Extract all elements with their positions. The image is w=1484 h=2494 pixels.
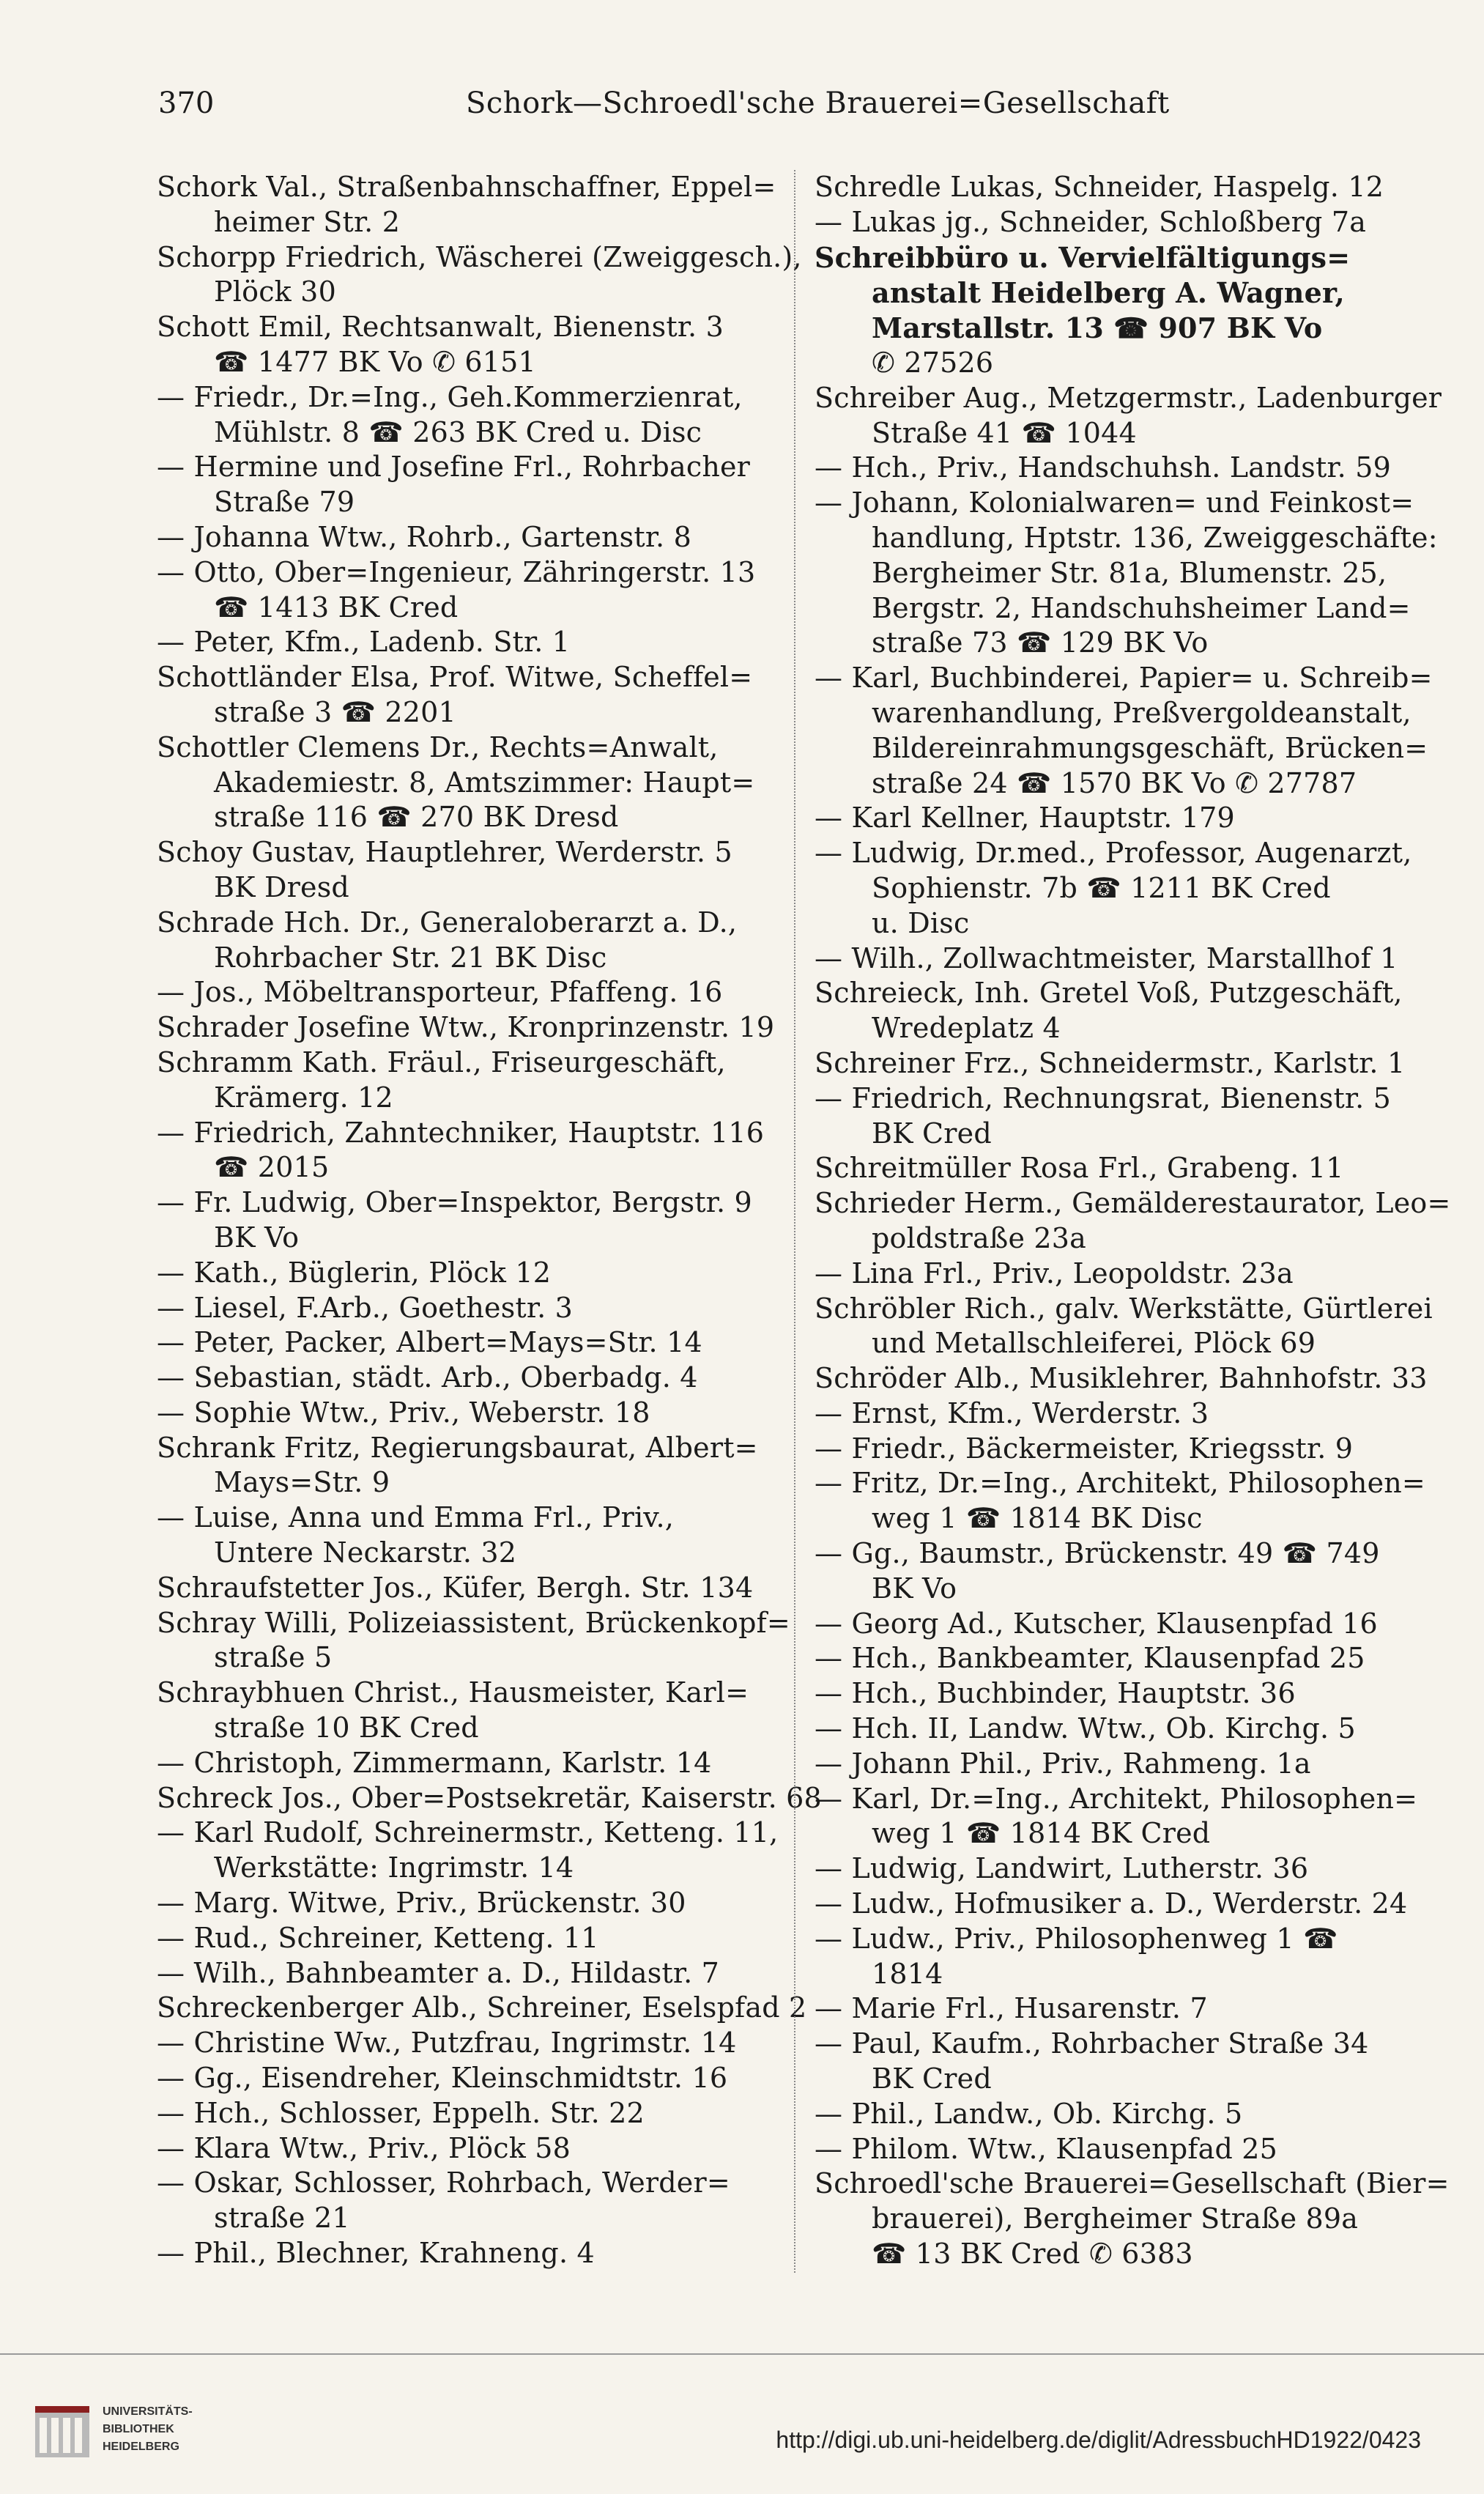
directory-entry	[815, 451, 1427, 486]
directory-entry	[815, 1712, 1427, 1747]
directory-entry	[157, 625, 769, 660]
entry-line: — Friedrich, Zahntechniker, Hauptstr. 116	[157, 1116, 765, 1149]
library-logo-icon	[29, 2399, 95, 2465]
directory-entry	[815, 1292, 1433, 1362]
entry-continuation: BK Cred	[872, 2062, 992, 2095]
directory-entry	[157, 1010, 775, 1046]
directory-entry	[815, 1851, 1427, 1887]
entry-line: — Johann Phil., Priv., Rahmeng. 1a	[815, 1747, 1311, 1780]
directory-entry	[157, 380, 769, 451]
directory-entry	[815, 1046, 1427, 1081]
directory-entry	[815, 1396, 1427, 1432]
entry-line: — Hch., Priv., Handschuhsh. Landstr. 59	[815, 451, 1391, 484]
entry-line: Schottler Clemens Dr., Rechts=Anwalt,	[157, 730, 719, 763]
entry-line: — Hch., Schlosser, Eppelh. Str. 22	[157, 2096, 645, 2129]
directory-entry	[157, 1676, 769, 1746]
entry-line: — Luise, Anna und Emma Frl., Priv.,	[157, 1501, 675, 1534]
entry-line: — Ludw., Priv., Philosophenweg 1 ☎	[815, 1922, 1338, 1955]
directory-entry	[815, 1607, 1427, 1642]
entry-line: — Hch., Bankbeamter, Klausenpfad 25	[815, 1642, 1365, 1675]
entry-continuation: Marstallstr. 13 ☎ 907 BK Vo	[872, 311, 1323, 345]
entry-continuation: Plöck 30	[214, 275, 336, 308]
entry-line: — Gg., Eisendreher, Kleinschmidtstr. 16	[157, 2062, 728, 2095]
entry-line: — Wilh., Zollwachtmeister, Marstallhof 1	[815, 941, 1398, 974]
entry-continuation: Wredeplatz 4	[872, 1012, 1061, 1045]
entry-continuation: warenhandlung, Preßvergoldeanstalt,	[872, 696, 1411, 729]
directory-entry	[157, 170, 776, 240]
entry-continuation: 1814	[872, 1957, 943, 1990]
entry-continuation: heimer Str. 2	[214, 205, 401, 238]
entry-line: — Gg., Baumstr., Brückenstr. 49 ☎ 749	[815, 1537, 1380, 1570]
entry-line: — Sophie Wtw., Priv., Weberstr. 18	[157, 1396, 650, 1429]
directory-entry	[157, 520, 769, 555]
entry-continuation: straße 73 ☎ 129 BK Vo	[872, 626, 1209, 659]
entry-line: — Peter, Packer, Albert=Mays=Str. 14	[157, 1326, 702, 1359]
entry-line: — Friedrich, Rechnungsrat, Bienenstr. 5	[815, 1081, 1392, 1114]
entry-line: — Johanna Wtw., Rohrb., Gartenstr. 8	[157, 520, 691, 553]
directory-entry	[815, 381, 1442, 451]
directory-entry	[157, 1431, 769, 1501]
entry-line: Schreitmüller Rosa Frl., Grabeng. 11	[815, 1152, 1344, 1185]
directory-entry	[157, 1291, 769, 1326]
entry-line: — Johann, Kolonialwaren= und Feinkost=	[815, 486, 1414, 519]
entry-continuation: ☎ 1477 BK Vo ✆ 6151	[214, 345, 536, 378]
entry-line: — Marie Frl., Husarenstr. 7	[815, 1992, 1208, 2025]
entry-line: — Ludwig, Dr.med., Professor, Augenarzt,	[815, 837, 1412, 870]
directory-entry	[157, 1956, 769, 1991]
entry-continuation: straße 21	[214, 2202, 350, 2235]
entry-line: — Kath., Büglerin, Plöck 12	[157, 1256, 552, 1289]
directory-entry	[157, 835, 769, 906]
entry-line: — Hch., Buchbinder, Hauptstr. 36	[815, 1677, 1296, 1710]
entry-continuation: und Metallschleiferei, Plöck 69	[872, 1327, 1316, 1360]
entry-continuation: Untere Neckarstr. 32	[214, 1536, 517, 1569]
directory-entry	[815, 1432, 1427, 1467]
directory-entry	[815, 2027, 1427, 2097]
entry-continuation: u. Disc	[872, 906, 970, 939]
directory-entry	[157, 2236, 769, 2271]
entry-continuation: straße 3 ☎ 2201	[214, 695, 456, 728]
entry-continuation: straße 116 ☎ 270 BK Dresd	[214, 801, 619, 834]
entry-line: — Hermine und Josefine Frl., Rohrbacher	[157, 451, 751, 484]
entry-continuation: Bildereinrahmungsgeschäft, Brücken=	[872, 731, 1428, 764]
entry-line: — Rud., Schreiner, Ketteng. 11	[157, 1921, 599, 1954]
directory-entry	[815, 1782, 1427, 1852]
directory-entry	[815, 1186, 1451, 1257]
directory-entry	[157, 2131, 769, 2166]
entry-line: Schoy Gustav, Hauptlehrer, Werderstr. 5	[157, 836, 732, 869]
directory-entry	[157, 1571, 769, 1606]
entry-continuation: anstalt Heidelberg A. Wagner,	[872, 276, 1345, 310]
directory-entry	[157, 1256, 769, 1291]
right-column	[815, 170, 1451, 2272]
entry-line: — Marg. Witwe, Priv., Brückenstr. 30	[157, 1887, 686, 1920]
directory-entry	[157, 310, 769, 380]
directory-entry	[815, 2097, 1427, 2132]
entry-line: Schreiber Aug., Metzgermstr., Ladenburger	[815, 381, 1442, 414]
entry-continuation: poldstraße 23a	[872, 1221, 1087, 1254]
entry-line: — Georg Ad., Kutscher, Klausenpfad 16	[815, 1607, 1378, 1640]
entry-line: — Karl, Buchbinderei, Papier= u. Schreib=	[815, 662, 1433, 695]
entry-line: Schorpp Friedrich, Wäscherei (Zweiggesch.),	[157, 240, 802, 273]
entry-continuation: straße 10 BK Cred	[214, 1712, 479, 1744]
directory-entry	[157, 240, 802, 311]
directory-entry	[157, 1816, 779, 1886]
entry-line: Schraybhuen Christ., Hausmeister, Karl=	[157, 1676, 749, 1709]
library-logo	[29, 2396, 220, 2476]
directory-entry	[157, 1606, 790, 1676]
entry-line: — Fr. Ludwig, Ober=Inspektor, Bergstr. 9	[157, 1186, 752, 1219]
directory-entry	[157, 906, 769, 976]
directory-entry	[815, 1991, 1427, 2027]
directory-entry	[815, 976, 1427, 1046]
entry-line: — Liesel, F.Arb., Goethestr. 3	[157, 1291, 574, 1324]
directory-entry	[157, 1396, 769, 1431]
entry-line: Schrade Hch. Dr., Generaloberarzt a. D.,	[157, 906, 738, 939]
entry-continuation: BK Vo	[214, 1221, 300, 1254]
entry-line: — Peter, Kfm., Ladenb. Str. 1	[157, 626, 571, 659]
library-logo-text	[103, 2403, 193, 2456]
left-column	[157, 170, 822, 2271]
entry-line: — Fritz, Dr.=Ing., Architekt, Philosophen=	[815, 1467, 1425, 1500]
entry-line: — Ludw., Hofmusiker a. D., Werderstr. 24	[815, 1887, 1408, 1920]
directory-entry	[157, 1046, 769, 1116]
logo-line: BIBLIOTHEK	[103, 2423, 174, 2435]
entry-line: — Ludwig, Landwirt, Lutherstr. 36	[815, 1852, 1309, 1885]
entry-line: — Jos., Möbeltransporteur, Pfaffeng. 16	[157, 976, 723, 1009]
entry-line: — Ernst, Kfm., Werderstr. 3	[815, 1396, 1209, 1429]
directory-entry	[815, 1466, 1427, 1536]
entry-line: Schröder Alb., Musiklehrer, Bahnhofstr. 33	[815, 1362, 1428, 1395]
entry-continuation: BK Dresd	[214, 870, 349, 903]
entry-continuation: handlung, Hptstr. 136, Zweiggeschäfte:	[872, 521, 1438, 554]
entry-line: Schork Val., Straßenbahnschaffner, Eppel=	[157, 171, 776, 203]
footer-rule	[0, 2353, 1484, 2355]
entry-line: — Otto, Ober=Ingenieur, Zähringerstr. 13	[157, 555, 756, 588]
entry-line: Schreibbüro u. Vervielfältigungs=	[815, 240, 1351, 274]
entry-line: Schrieder Herm., Gemälderestaurator, Leo=	[815, 1187, 1451, 1220]
entry-continuation: ✆ 27526	[872, 346, 994, 379]
directory-entry	[815, 1676, 1427, 1712]
entry-line: Schraufstetter Jos., Küfer, Bergh. Str. 134	[157, 1571, 754, 1604]
entry-continuation: Mühlstr. 8 ☎ 263 BK Cred u. Disc	[214, 415, 702, 448]
entry-line: Schreieck, Inh. Gretel Voß, Putzgeschäft,	[815, 977, 1403, 1010]
entry-continuation: Bergheimer Str. 81a, Blumenstr. 25,	[872, 556, 1387, 589]
directory-entry	[157, 555, 769, 626]
entry-line: Schottländer Elsa, Prof. Witwe, Scheffel=	[157, 661, 753, 694]
directory-entry	[815, 2132, 1427, 2167]
directory-entry	[157, 2166, 769, 2236]
entry-line: Schreck Jos., Ober=Postsekretär, Kaiserstr. 68	[157, 1781, 822, 1814]
entry-line: — Sebastian, städt. Arb., Oberbadg. 4	[157, 1361, 698, 1394]
entry-line: Schredle Lukas, Schneider, Haspelg. 12	[815, 171, 1384, 203]
directory-entry	[157, 730, 769, 835]
entry-continuation: BK Cred	[872, 1117, 992, 1150]
entry-line: Schröbler Rich., galv. Werkstätte, Gürtlerei	[815, 1292, 1433, 1325]
entry-continuation: Werkstätte: Ingrimstr. 14	[214, 1851, 574, 1884]
entry-line: — Lukas jg., Schneider, Schloßberg 7a	[815, 205, 1367, 238]
directory-entry	[157, 1921, 769, 1956]
entry-line: — Phil., Blechner, Krahneng. 4	[157, 2237, 595, 2270]
directory-entry	[157, 975, 769, 1010]
directory-entry	[157, 2061, 769, 2096]
entry-line: — Christine Ww., Putzfrau, Ingrimstr. 14	[157, 2027, 737, 2060]
directory-entry	[157, 1886, 769, 1921]
directory-entry	[815, 1747, 1427, 1782]
running-head: Schork—Schroedl'sche Brauerei=Gesellschaft	[466, 86, 1170, 120]
entry-continuation: brauerei), Bergheimer Straße 89a	[872, 2202, 1359, 2235]
entry-line: — Phil., Landw., Ob. Kirchg. 5	[815, 2097, 1243, 2130]
entry-line: Schreckenberger Alb., Schreiner, Eselspfad 2	[157, 1991, 807, 2024]
directory-entry	[157, 1746, 769, 1781]
entry-line: — Oskar, Schlosser, Rohrbach, Werder=	[157, 2166, 730, 2199]
directory-entry	[815, 170, 1427, 205]
directory-entry	[157, 1185, 769, 1256]
entry-line: — Karl Rudolf, Schreinermstr., Ketteng. 11,	[157, 1816, 779, 1849]
entry-line: — Hch. II, Landw. Wtw., Ob. Kirchg. 5	[815, 1712, 1356, 1745]
entry-continuation: straße 24 ☎ 1570 BK Vo ✆ 27787	[872, 766, 1357, 799]
directory-entry	[157, 1361, 769, 1396]
entry-line: Schrank Fritz, Regierungsbaurat, Albert=	[157, 1431, 758, 1464]
directory-entry	[157, 450, 769, 520]
directory-entry	[157, 660, 769, 730]
directory-entry	[157, 1116, 769, 1186]
entry-line: — Wilh., Bahnbeamter a. D., Hildastr. 7	[157, 1956, 720, 1989]
entry-continuation: Krämerg. 12	[214, 1081, 393, 1114]
directory-entry	[157, 1325, 769, 1361]
directory-entry	[815, 836, 1427, 941]
entry-continuation: Straße 79	[214, 486, 355, 519]
entry-continuation: Akademiestr. 8, Amtszimmer: Haupt=	[214, 766, 755, 799]
directory-entry	[815, 941, 1427, 977]
entry-line: — Karl Kellner, Hauptstr. 179	[815, 802, 1235, 835]
directory-entry	[815, 1536, 1427, 1607]
directory-entry	[815, 1922, 1427, 1992]
directory-entry	[157, 2096, 769, 2131]
entry-continuation: Straße 41 ☎ 1044	[872, 416, 1137, 449]
entry-continuation: Bergstr. 2, Handschuhsheimer Land=	[872, 591, 1411, 624]
entry-line: — Paul, Kaufm., Rohrbacher Straße 34	[815, 2027, 1369, 2060]
entry-line: — Friedr., Dr.=Ing., Geh.Kommerzienrat,	[157, 380, 743, 413]
logo-line: HEIDELBERG	[103, 2441, 179, 2453]
directory-entry	[815, 1361, 1427, 1396]
directory-entry	[815, 1257, 1427, 1292]
directory-entry	[815, 1887, 1427, 1922]
entry-line: Schray Willi, Polizeiassistent, Brückenkopf=	[157, 1606, 790, 1639]
entry-line: — Christoph, Zimmermann, Karlstr. 14	[157, 1746, 712, 1779]
entry-continuation: BK Vo	[872, 1572, 957, 1605]
entry-continuation: weg 1 ☎ 1814 BK Disc	[872, 1502, 1203, 1535]
entry-continuation: weg 1 ☎ 1814 BK Cred	[872, 1817, 1211, 1850]
directory-entry	[157, 1991, 807, 2026]
page-header	[158, 86, 1170, 130]
entry-line: — Karl, Dr.=Ing., Architekt, Philosophen=	[815, 1782, 1418, 1815]
entry-line: — Friedr., Bäckermeister, Kriegsstr. 9	[815, 1432, 1354, 1465]
page-number: 370	[158, 86, 215, 120]
entry-continuation: straße 5	[214, 1641, 333, 1674]
source-url-link[interactable]: http://digi.ub.uni-heidelberg.de/diglit/AdressbuchHD1922/0423	[776, 2427, 1421, 2453]
entry-line: Schramm Kath. Fräul., Friseurgeschäft,	[157, 1046, 726, 1078]
entry-continuation: Rohrbacher Str. 21 BK Disc	[214, 941, 607, 974]
directory-entry	[815, 661, 1433, 801]
entry-continuation: Mays=Str. 9	[214, 1466, 390, 1499]
directory-entry	[815, 801, 1427, 836]
directory-entry	[815, 1081, 1427, 1152]
directory-entry	[815, 2166, 1450, 2271]
directory-entry	[815, 240, 1427, 381]
directory-entry	[157, 1781, 822, 1816]
logo-line: UNIVERSITÄTS-	[103, 2405, 193, 2418]
directory-entry	[157, 1501, 769, 1571]
entry-line: — Lina Frl., Priv., Leopoldstr. 23a	[815, 1257, 1294, 1289]
entry-continuation: ☎ 2015	[214, 1151, 330, 1184]
entry-line: Schott Emil, Rechtsanwalt, Bienenstr. 3	[157, 311, 724, 344]
entry-line: — Philom. Wtw., Klausenpfad 25	[815, 2132, 1278, 2165]
directory-entry	[815, 1151, 1427, 1186]
entry-continuation: ☎ 1413 BK Cred	[214, 591, 459, 624]
entry-continuation: ☎ 13 BK Cred ✆ 6383	[872, 2238, 1193, 2271]
directory-entry	[815, 1641, 1427, 1676]
entry-line: — Klara Wtw., Priv., Plöck 58	[157, 2131, 571, 2164]
directory-entry	[815, 486, 1438, 661]
entry-line: Schroedl'sche Brauerei=Gesellschaft (Bier=	[815, 2167, 1450, 2200]
column-divider	[794, 170, 795, 2273]
entry-line: Schrader Josefine Wtw., Kronprinzenstr. 19	[157, 1011, 775, 1044]
directory-entry	[157, 2026, 769, 2061]
entry-line: Schreiner Frz., Schneidermstr., Karlstr. 1	[815, 1046, 1406, 1079]
entry-continuation: Sophienstr. 7b ☎ 1211 BK Cred	[872, 871, 1331, 904]
directory-entry	[815, 205, 1427, 240]
